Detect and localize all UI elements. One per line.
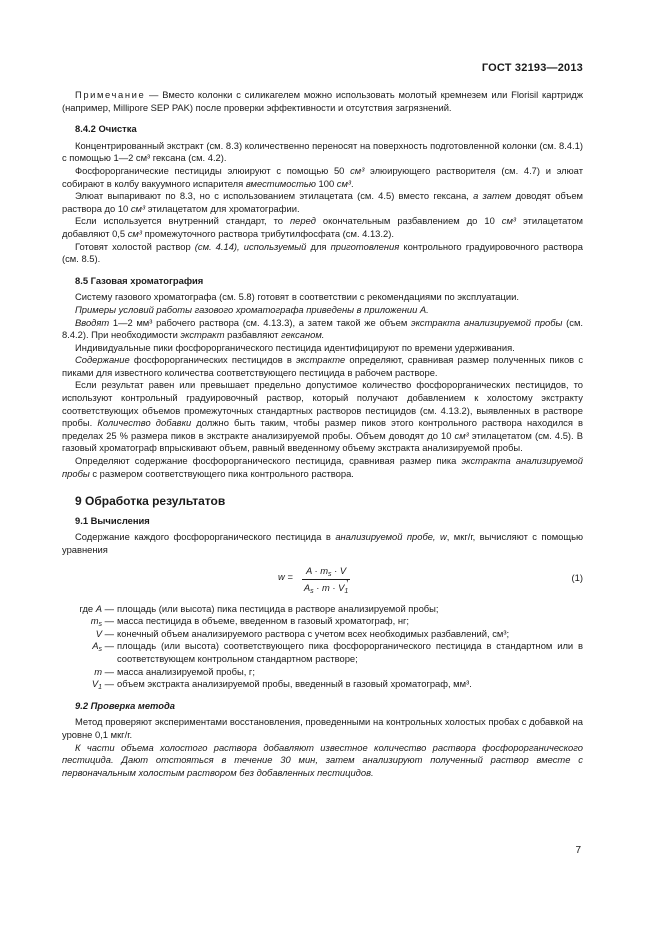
s92-paragraph-1: Метод проверяют экспериментами восстановления, проведенными на контрольных холостых пробах с добавкой на уровне 0,1 мкг/г. — [62, 716, 583, 740]
formula-comma: , — [346, 571, 349, 583]
def-sym: $A_s$ — — [92, 640, 114, 654]
s842-paragraph-4: Если используется внутренний стандарт, то перед окончательным разбавлением до 10 см³ этилацетатом добавляют 0,5 см³ промежуточного раствора трибутилфосфата (см. 4.13.2). — [62, 215, 583, 239]
s85-paragraph-6: Если результат равен или превышает предельно допустимое количество фосфорорганических пестицидов, то используют контрольный градуировочный раствор, который получают добавлением к холостому экстракту соответствующих объемов промежуточных стандартных растворов пестицидов (см. 4.13.2), выявленных в растворе пробы. Количество добавки должно быть таким, чтобы размер пиков этого контрольного раствора находился в пределах 25 % размера пиков в экстракте анализируемой пробы. Объем доводят до 10 см³ этилацетатом (см. 4.5). В газовый хроматограф впрыскивают объем, равный введенному объему экстракта анализируемой пробы. — [62, 379, 583, 454]
def-text: масса пестицида в объеме, введенном в газовый хроматограф, нг; — [117, 615, 410, 627]
section-8-4-2-title: 8.4.2 Очистка — [75, 123, 137, 135]
s92-paragraph-2: К части объема холостого раствора добавляют известное количество раствора фосфорорганического пестицида. Дают отстояться в течение 30 мин, затем анализируют полученный раствор вместе с первоначальным холостым раствором без добавленных пестицидов. — [62, 741, 583, 778]
formula-numerator: $A \cdot m_s \cdot V$ — [302, 565, 350, 581]
s85-paragraph-3: Вводят 1—2 мм³ рабочего раствора (см. 4.13.3), а затем такой же объем экстракта анализируемой пробы (см. 8.4.2). При необходимости экстракт разбавляют гексаном. — [62, 316, 583, 341]
document-body — [62, 89, 583, 779]
s842-paragraph-3: Элюат выпаривают по 8.3, но с использованием этилацетата (см. 4.5) вместо гексана, а затем доводят объем раствора до 10 см³ этилацетатом для хроматографии. — [62, 190, 583, 214]
def-sym: $m_s$ — — [90, 615, 114, 629]
def-sym: V — — [95, 627, 114, 639]
def-sym: m — — [94, 665, 114, 677]
s85-paragraph-5: Содержание фосфорорганических пестицидов в экстракте определяют, сравнивая размер полученных пиков с пиками для известного количества соответствующего пестицида в рабочем растворе. — [62, 354, 584, 378]
def-text: площадь (или высота) соответствующего пика фосфорорганического пестицида в стандартном или в соответствующем контрольном стандартном растворе; — [117, 640, 583, 664]
section-8-5-title: 8.5 Газовая хроматография — [75, 274, 204, 286]
note-text: — Вместо колонки с силикагелем можно использовать молотый кремнезем или Florisil картридж (например, Millipore SEP PAK) после проверки эффективности и отсутствия загрязнений. — [62, 89, 583, 113]
note-label: Примечание — [75, 89, 146, 100]
formula-denominator: $A_s \cdot m \cdot V_1$ — [303, 582, 349, 596]
note-paragraph — [62, 89, 583, 114]
formula-1 — [62, 561, 583, 601]
s842-paragraph-2: Фосфорорганические пестициды элюируют с помощью 50 см³ элюирующего растворителя (см. 4.7) и элюат собирают в колбу вакуумного испарителя вместимостью 100 см³. — [62, 164, 583, 189]
section-9-1-title: 9.1 Вычисления — [75, 514, 150, 526]
s85-paragraph-7: Определяют содержание фосфорорганического пестицида, сравнивая размер пика экстракта анализируемой пробы с размером соответствующего пика контрольного раствора. — [62, 455, 583, 479]
formula-number: (1) — [571, 571, 583, 583]
s85-paragraph-1: Систему газового хроматографа (см. 5.8) готовят в соответствии с рекомендациями по эксплуатации. — [75, 291, 519, 303]
page-number: 7 — [575, 845, 581, 856]
section-9-title: 9 Обработка результатов — [75, 494, 226, 509]
s85-paragraph-4: Индивидуальные пики фосфорорганического пестицида идентифицируют по времени удерживания. — [75, 341, 515, 353]
variable-definitions — [62, 603, 583, 691]
s91-paragraph-1: Содержание каждого фосфорорганического пестицида в анализируемой пробе, w, мкг/г, вычисляют с помощью уравнения — [62, 531, 583, 555]
def-sym: $V_1$ — — [91, 678, 114, 692]
s842-paragraph-1: Концентрированный экстракт (см. 8.3) количественно переносят на поверхность подготовленной колонки (см. 8.4.1) с помощью 1—2 см³ гексана (см. 4.2). — [62, 139, 583, 164]
def-text: конечный объем анализируемого раствора с учетом всех необходимых разбавлений, см³; — [117, 627, 510, 639]
s85-paragraph-2: Примеры условий работы газового хроматографа приведены в приложении А. — [75, 303, 429, 315]
formula-fraction — [302, 565, 350, 595]
standard-header: ГОСТ 32193—2013 — [481, 62, 583, 74]
def-sym: где A — — [79, 602, 114, 614]
section-9-2-title: 9.2 Проверка метода — [75, 699, 175, 711]
s842-paragraph-5: Готовят холостой раствор (см. 4.14), используемый для приготовления контрольного градуировочного раствора (см. 8.5). — [62, 240, 583, 265]
formula-lhs: w = — [278, 570, 293, 582]
def-text: объем экстракта анализируемой пробы, введенный в газовый хроматограф, мм³. — [117, 678, 472, 690]
def-text: площадь (или высота) пика пестицида в растворе анализируемой пробы; — [117, 602, 439, 614]
def-text: масса анализируемой пробы, г; — [117, 665, 255, 677]
